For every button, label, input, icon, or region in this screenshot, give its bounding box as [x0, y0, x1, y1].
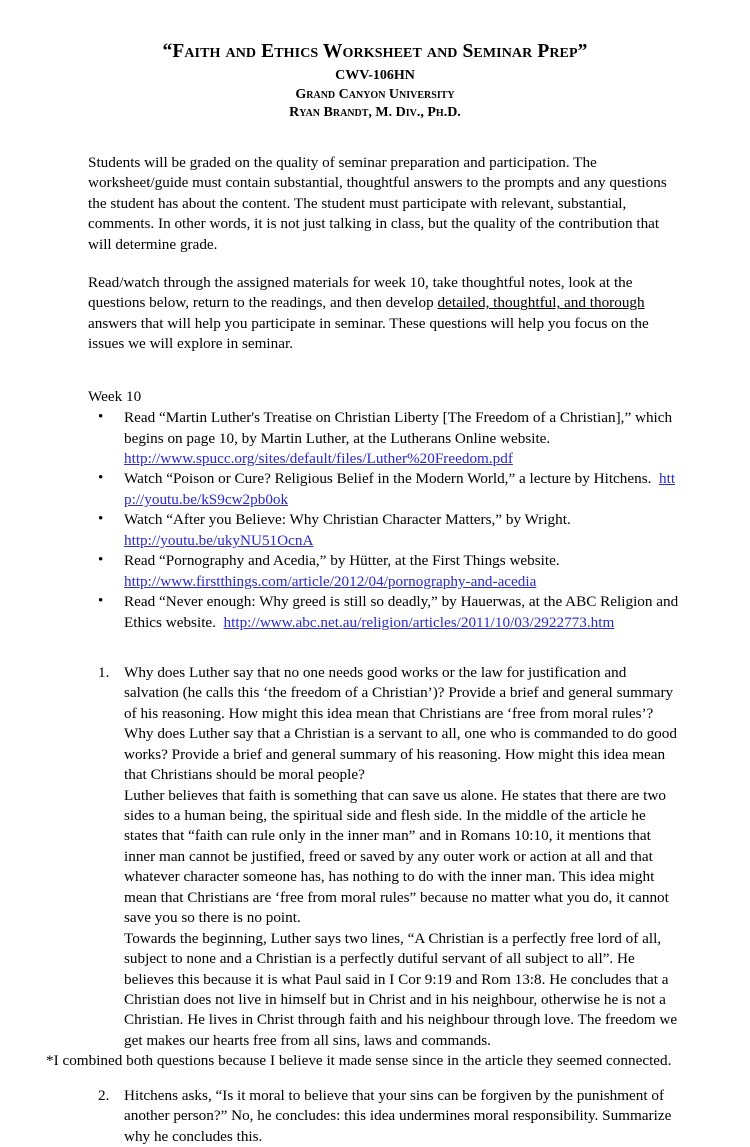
title-block	[36, 40, 714, 123]
reading-text: Read “Never enough: Why greed is still so deadly,” by Hauerwas, at the ABC Religion and Ethics website.	[124, 593, 679, 631]
spacer	[36, 633, 714, 663]
intro-paragraph-2	[88, 273, 680, 355]
page-title: “Faith and Ethics Worksheet and Seminar Prep”	[162, 41, 588, 62]
readings-list	[36, 408, 680, 633]
reading-text: Watch “Poison or Cure? Religious Belief in the Modern World,” a lecture by Hitchens.	[124, 470, 652, 488]
list-item	[36, 469, 680, 510]
intro-paragraph-2-lead: Read/watch through the assigned materials for week 10, take thoughtful notes, look at the questions below, return to the readings, and then develop	[88, 273, 633, 312]
questions-list	[36, 663, 680, 1051]
question-item-2	[36, 1086, 680, 1147]
question-prompt-b: Why does Luther say that a Christian is a servant to all, one who is commanded to do good works? Provide a brief and general summary of his reasoning. How might this idea mean that Christians should be moral people?	[124, 725, 677, 784]
week-heading: Week 10	[88, 387, 142, 405]
intro-paragraph-1: Students will be graded on the quality of seminar preparation and participation. The worksheet/guide must contain substantial, thoughtful answers to the prompts and any questions the student has about the content. The student must participate with relevant, substantial, comments. In other words, it is not just talking in class, but the quality of the contribution that will determine grade.	[88, 153, 667, 253]
reading-link[interactable]: http://www.abc.net.au/religion/articles/2011/10/03/2922773.htm	[223, 613, 615, 631]
student-answer-2: Towards the beginning, Luther says two lines, “A Christian is a perfectly free lord of all, subject to none and a Christian is a perfectly dutiful servant of all subject to all”. He believes this because it is what Paul said in I Cor 9:19 and Rom 13:8. He concludes that a Christian does not live in himself but in Christ and in his neighbour, otherwise he is not a Christian. He lives in Christ through faith and his neighbour through love. The freedom we get makes our hearts free from all sins, laws and commands.	[124, 929, 678, 1049]
student-answer-1: Luther believes that faith is something that can save us alone. He states that there are two sides to a human being, the spiritual side and flesh side. In the middle of the article he states that “faith can rule only in the inner man” and in Romans 10:10, it mentions that inner man cannot be justified, freed or saved by any outer work or action at all and that whatever character someone has, has nothing to do with the inner man. This idea might mean that Christians are ‘free from moral rules” because no matter what you do, it cannot save you so there is no point.	[124, 786, 669, 927]
institution-name: Grand Canyon University	[295, 86, 455, 102]
gap	[651, 470, 659, 487]
intro-section	[88, 153, 680, 355]
course-code: CWV-106HN	[335, 68, 415, 84]
list-item	[36, 510, 680, 551]
reading-text: Read “Martin Luther's Treatise on Christian Liberty [The Freedom of a Christian],” which begins on page 10, by Martin Luther, at the Lutherans Online website.	[124, 409, 673, 447]
questions-list-continued	[36, 1086, 680, 1147]
question-number: 1.	[98, 663, 110, 681]
intro-emphasis-underlined: detailed, thoughtful, and thorough	[437, 294, 645, 312]
question-item-1	[36, 663, 680, 1051]
spacer	[36, 1072, 714, 1086]
reading-link[interactable]: http://www.firstthings.com/article/2012/04/pornography-and-acedia	[124, 572, 537, 590]
reading-text: Read “Pornography and Acedia,” by Hütter, at the First Things website.	[124, 552, 560, 570]
list-item	[36, 408, 680, 469]
reading-text: Watch “After you Believe: Why Christian Character Matters,” by Wright.	[124, 511, 571, 529]
question-prompt-a: Why does Luther say that no one needs good works or the law for justification and salvation (he calls this ‘the freedom of a Christian’)? Provide a brief and general summary of his reasoning. How might this idea mean that Christians are ‘free from moral rules’?	[124, 663, 674, 722]
list-item	[36, 551, 680, 592]
reading-link[interactable]: http://youtu.be/kS9cw2pb0ok	[124, 470, 676, 508]
spacer	[36, 373, 714, 387]
reading-link[interactable]: http://youtu.be/ukyNU51OcnA	[124, 531, 314, 549]
gap	[216, 614, 224, 631]
list-item	[36, 592, 680, 633]
question-prompt-a: Hitchens asks, “Is it moral to believe that your sins can be forgiven by the punishment of another person?” No, he concludes: this idea undermines moral responsibility. Summarize why he concludes this.	[124, 1086, 672, 1145]
footnote-note: *I combined both questions because I believe it made sense since in the article they seemed connected.	[46, 1052, 672, 1070]
question-number: 2.	[98, 1086, 110, 1104]
reading-link[interactable]: http://www.spucc.org/sites/default/files/Luther%20Freedom.pdf	[124, 450, 513, 468]
instructor-name: Ryan Brandt, M. Div., Ph.D.	[289, 105, 461, 121]
intro-paragraph-2-tail: answers that will help you participate in seminar. These questions will help you focus on the issues we will explore in seminar.	[88, 314, 649, 353]
